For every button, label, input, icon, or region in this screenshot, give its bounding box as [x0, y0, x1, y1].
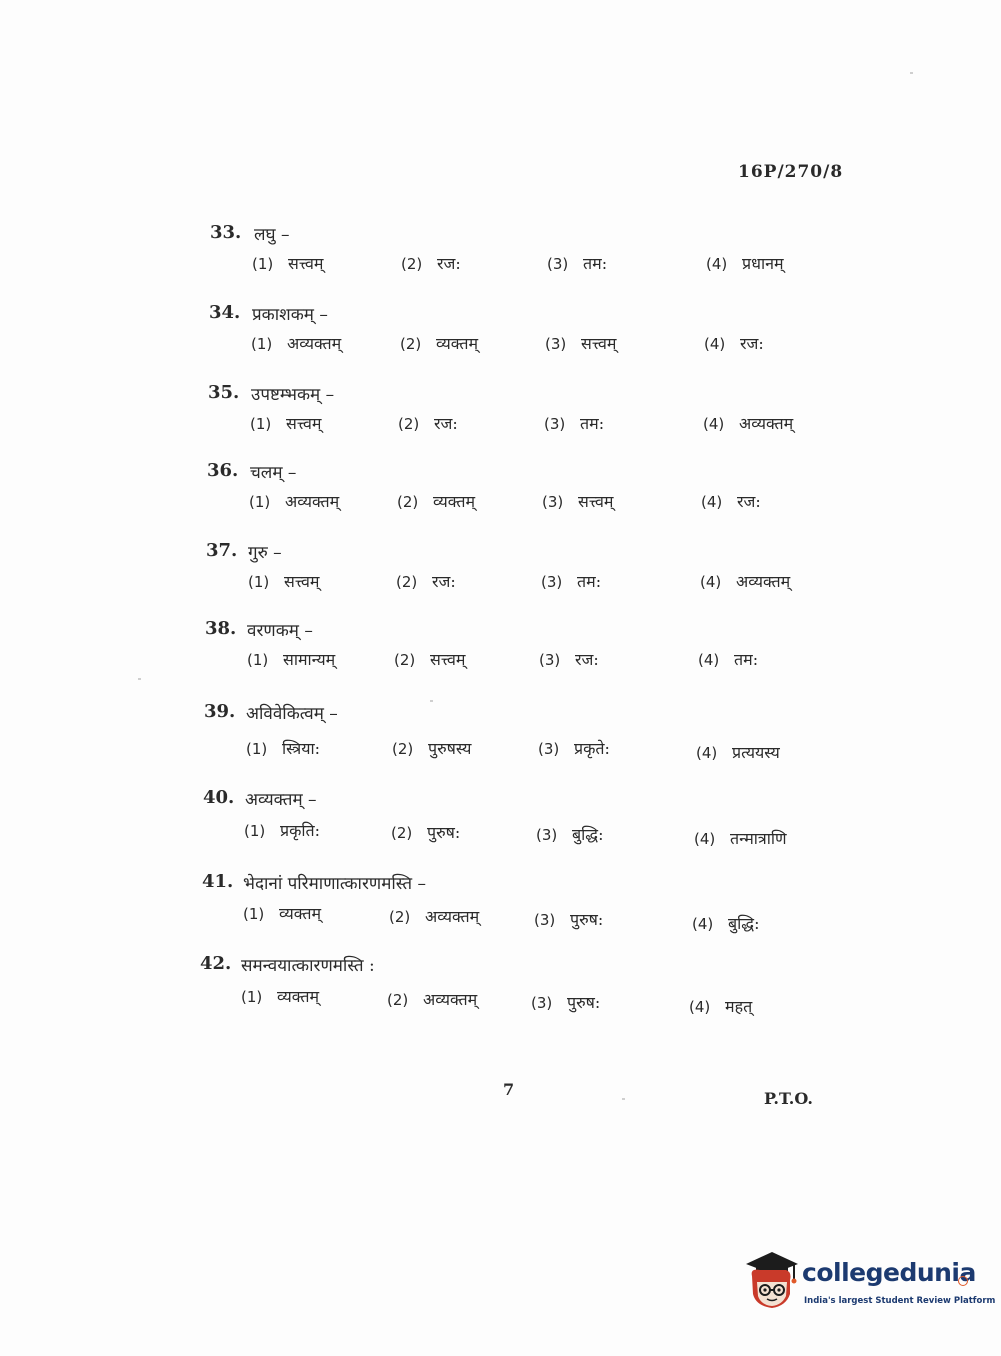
option-text: व्यक्तम् — [279, 904, 322, 923]
paper-code: 16P/270/8 — [738, 162, 844, 182]
question-text: प्रकाशकम् – — [252, 305, 328, 325]
question-37 — [0, 540, 1001, 600]
option-text: पुरुष: — [567, 993, 601, 1012]
question-number: 42. — [200, 953, 232, 974]
question-number: 35. — [208, 382, 240, 403]
option-number: (1) — [249, 493, 271, 511]
option-number: (4) — [704, 335, 726, 353]
option-number: (3) — [547, 255, 569, 273]
page-number: 7 — [503, 1080, 515, 1099]
option-text: रज: — [434, 414, 458, 433]
option-3 — [534, 908, 603, 930]
option-1 — [251, 332, 341, 354]
option-number: (3) — [538, 740, 560, 758]
option-2 — [392, 737, 471, 759]
option-3 — [547, 252, 607, 274]
option-text: प्रधानम् — [742, 254, 784, 273]
option-number: (1) — [252, 255, 274, 273]
option-4 — [692, 912, 759, 934]
option-text: व्यक्तम् — [277, 987, 320, 1006]
question-38 — [0, 618, 1001, 678]
option-text: पुरुष: — [570, 910, 604, 929]
option-text: रज: — [575, 650, 599, 669]
question-33 — [0, 222, 1001, 282]
option-1 — [241, 985, 319, 1007]
option-4 — [706, 252, 784, 274]
question-34 — [0, 302, 1001, 362]
option-number: (2) — [397, 493, 419, 511]
option-text: तम: — [734, 650, 759, 669]
question-number: 40. — [203, 787, 235, 808]
option-number: (3) — [544, 415, 566, 433]
option-text: सत्त्वम् — [430, 650, 466, 669]
scan-speck — [622, 1098, 625, 1100]
option-number: (3) — [536, 826, 558, 844]
option-number: (4) — [700, 573, 722, 591]
option-text: सत्त्वम् — [284, 572, 320, 591]
option-text: पुरुषस्य — [428, 739, 472, 758]
option-number: (4) — [703, 415, 725, 433]
option-text: अव्यक्तम् — [287, 334, 342, 353]
option-4 — [698, 648, 758, 670]
option-number: (1) — [248, 573, 270, 591]
option-number: (2) — [396, 573, 418, 591]
question-text: लघु – — [254, 225, 290, 245]
option-2 — [391, 821, 460, 843]
option-number: (1) — [243, 905, 265, 923]
brand-dot-icon — [958, 1276, 968, 1286]
option-number: (4) — [706, 255, 728, 273]
option-text: सत्त्वम् — [581, 334, 617, 353]
option-3 — [544, 412, 604, 434]
question-number: 39. — [204, 701, 236, 722]
option-number: (4) — [701, 493, 723, 511]
option-text: अव्यक्तम् — [739, 414, 794, 433]
option-number: (2) — [387, 991, 409, 1009]
option-number: (2) — [394, 651, 416, 669]
option-text: प्रकृति: — [280, 821, 321, 840]
option-number: (4) — [698, 651, 720, 669]
option-number: (3) — [534, 911, 556, 929]
option-text: स्त्रिया: — [282, 739, 321, 758]
option-text: सत्त्वम् — [286, 414, 322, 433]
question-35 — [0, 382, 1001, 442]
option-4 — [704, 332, 764, 354]
option-text: अव्यक्तम् — [423, 990, 478, 1009]
option-number: (4) — [696, 744, 718, 762]
question-number: 34. — [209, 302, 241, 323]
question-number: 33. — [210, 222, 242, 243]
option-number: (2) — [391, 824, 413, 842]
option-text: रज: — [737, 492, 761, 511]
option-text: तम: — [580, 414, 605, 433]
option-number: (2) — [401, 255, 423, 273]
option-text: तम: — [583, 254, 608, 273]
option-2 — [397, 490, 475, 512]
question-39 — [0, 701, 1001, 761]
question-36 — [0, 460, 1001, 520]
scan-speck — [138, 678, 141, 680]
question-text: चलम् – — [250, 463, 297, 483]
option-number: (3) — [531, 994, 553, 1012]
option-4 — [701, 490, 761, 512]
option-number: (1) — [251, 335, 273, 353]
option-text: अव्यक्तम् — [285, 492, 340, 511]
option-3 — [539, 648, 599, 670]
option-1 — [248, 570, 319, 592]
option-3 — [531, 991, 600, 1013]
question-number: 41. — [202, 871, 234, 892]
question-42 — [0, 953, 1001, 1016]
option-4 — [703, 412, 793, 434]
option-3 — [545, 332, 616, 354]
question-number: 38. — [205, 618, 237, 639]
option-3 — [542, 490, 613, 512]
option-text: तम: — [577, 572, 602, 591]
option-number: (1) — [241, 988, 263, 1006]
option-text: तन्मात्राणि — [730, 829, 787, 848]
option-number: (4) — [692, 915, 714, 933]
pto-label: P.T.O. — [764, 1089, 813, 1108]
question-number: 37. — [206, 540, 238, 561]
mascot-logo-icon — [742, 1250, 800, 1312]
option-4 — [694, 827, 787, 849]
option-3 — [536, 823, 603, 845]
option-2 — [400, 332, 478, 354]
option-number: (2) — [389, 908, 411, 926]
option-3 — [541, 570, 601, 592]
collegedunia-watermark — [742, 1250, 996, 1320]
option-text: रज: — [432, 572, 456, 591]
option-2 — [396, 570, 456, 592]
option-4 — [700, 570, 790, 592]
option-2 — [387, 988, 477, 1010]
option-number: (4) — [689, 998, 711, 1016]
option-1 — [250, 412, 321, 434]
option-number: (4) — [694, 830, 716, 848]
option-number: (1) — [244, 822, 266, 840]
option-number: (3) — [542, 493, 564, 511]
option-number: (3) — [541, 573, 563, 591]
option-text: अव्यक्तम् — [425, 907, 480, 926]
option-number: (2) — [392, 740, 414, 758]
question-text: अव्यक्तम् – — [245, 790, 317, 810]
option-1 — [244, 819, 320, 841]
option-text: प्रत्ययस्य — [732, 743, 780, 762]
option-text: रज: — [437, 254, 461, 273]
option-number: (3) — [545, 335, 567, 353]
option-text: सत्त्वम् — [578, 492, 614, 511]
option-1 — [252, 252, 323, 274]
option-1 — [249, 490, 339, 512]
option-number: (2) — [400, 335, 422, 353]
brand-name: collegedunia — [802, 1258, 976, 1287]
option-number: (1) — [246, 740, 268, 758]
option-text: सामान्यम् — [283, 650, 336, 669]
option-2 — [398, 412, 458, 434]
option-text: महत् — [725, 997, 753, 1016]
option-text: रज: — [740, 334, 764, 353]
option-number: (2) — [398, 415, 420, 433]
option-2 — [401, 252, 461, 274]
question-number: 36. — [207, 460, 239, 481]
option-3 — [538, 737, 610, 759]
option-text: बुद्धि: — [728, 914, 760, 933]
question-text: वरणकम् – — [247, 621, 313, 641]
option-1 — [243, 902, 321, 924]
option-4 — [689, 995, 752, 1017]
option-text: व्यक्तम् — [433, 492, 476, 511]
scan-speck — [910, 72, 913, 74]
option-4 — [696, 741, 780, 763]
question-text: उपष्टम्भकम् – — [251, 385, 335, 405]
question-text: गुरु – — [248, 543, 282, 563]
question-40 — [0, 787, 1001, 847]
question-text: समन्वयात्कारणमस्ति : — [241, 956, 375, 976]
option-text: पुरुष: — [427, 823, 461, 842]
question-41 — [0, 871, 1001, 931]
option-text: बुद्धि: — [572, 825, 604, 844]
option-2 — [389, 905, 479, 927]
option-1 — [247, 648, 335, 670]
option-text: व्यक्तम् — [436, 334, 479, 353]
option-number: (1) — [247, 651, 269, 669]
option-text: अव्यक्तम् — [736, 572, 791, 591]
brand-tagline: India's largest Student Review Platform — [804, 1296, 996, 1306]
option-number: (1) — [250, 415, 272, 433]
scan-speck — [430, 700, 433, 702]
option-text: सत्त्वम् — [288, 254, 324, 273]
question-text: भेदानां परिमाणात्कारणमस्ति – — [243, 874, 426, 894]
question-text: अविवेकित्वम् – — [246, 704, 338, 724]
option-number: (3) — [539, 651, 561, 669]
option-2 — [394, 648, 465, 670]
option-1 — [246, 737, 320, 759]
option-text: प्रकृते: — [574, 739, 610, 758]
